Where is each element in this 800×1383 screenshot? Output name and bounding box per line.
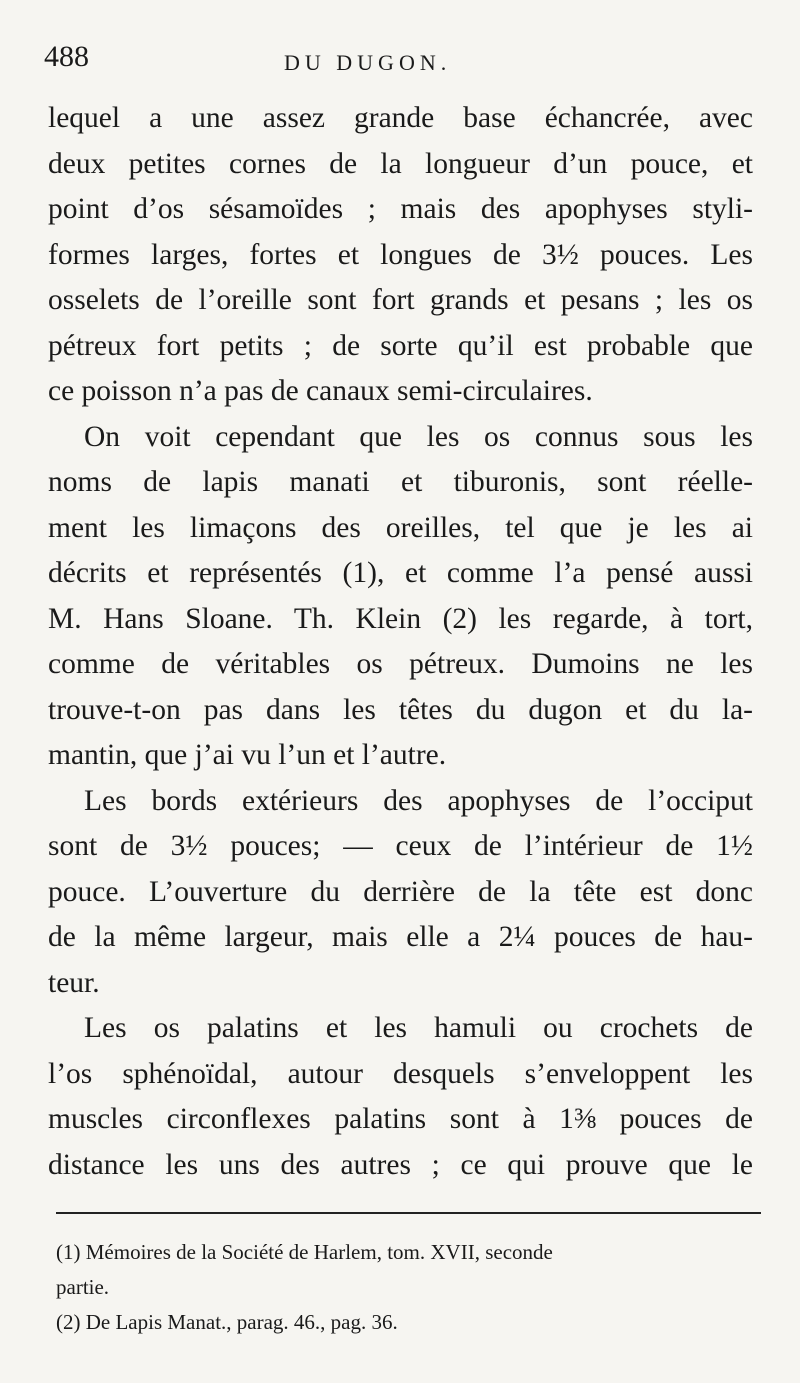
text-line: ment les limaçons des oreilles, tel que je les ai	[48, 511, 753, 544]
text-line: pétreux fort petits ; de sorte qu’il est probable que	[48, 329, 753, 362]
footnote-line: partie.	[56, 1275, 110, 1299]
body-text	[48, 96, 753, 1188]
text-line: ce poisson n’a pas de canaux semi-circulaires.	[48, 375, 593, 407]
page-number: 488	[44, 40, 89, 73]
running-head: DU DUGON.	[284, 50, 452, 75]
text-line: mantin, que j’ai vu l’un et l’autre.	[48, 739, 447, 771]
page-header	[44, 40, 770, 90]
footnote-line: (1) Mémoires de la Société de Harlem, tom. XVII, seconde	[56, 1240, 553, 1264]
text-line: noms de lapis manati et tiburonis, sont réelle-	[48, 466, 753, 498]
text-line: deux petites cornes de la longueur d’un pouce, et	[48, 147, 753, 180]
text-line: M. Hans Sloane. Th. Klein (2) les regarde, à tort,	[48, 602, 753, 635]
text-line: décrits et représentés (1), et comme l’a pensé aussi	[48, 557, 753, 589]
text-line: l’os sphénoïdal, autour desquels s’enveloppent les	[48, 1057, 753, 1090]
text-line: osselets de l’oreille sont fort grands et pesans ; les os	[48, 284, 753, 316]
text-line: On voit cependant que les os connus sous les	[84, 420, 753, 453]
text-line: comme de véritables os pétreux. Dumoins ne les	[48, 648, 753, 680]
text-line: formes larges, fortes et longues de 3½ pouces. Les	[48, 238, 753, 271]
footnote-line: (2) De Lapis Manat., parag. 46., pag. 36.	[56, 1310, 398, 1334]
text-line: de la même largeur, mais elle a 2¼ pouces de hau-	[48, 921, 753, 953]
text-line: pouce. L’ouverture du derrière de la tête est donc	[48, 875, 753, 908]
text-line: Les os palatins et les hamuli ou crochets de	[84, 1012, 753, 1044]
text-line: teur.	[48, 966, 100, 999]
text-line: point d’os sésamoïdes ; mais des apophyses styli-	[48, 193, 753, 225]
text-line: distance les uns des autres ; ce qui prouve que le	[48, 1148, 753, 1181]
text-line: muscles circonflexes palatins sont à 1⅜ pouces de	[48, 1103, 753, 1135]
footnote-divider	[56, 1212, 761, 1214]
footnotes	[56, 1235, 761, 1340]
text-line: sont de 3½ pouces; — ceux de l’intérieur de 1½	[48, 830, 753, 862]
text-line: trouve-t-on pas dans les têtes du dugon et du la-	[48, 693, 753, 726]
text-line: Les bords extérieurs des apophyses de l’occiput	[84, 784, 753, 817]
text-line: lequel a une assez grande base échancrée, avec	[48, 102, 753, 134]
